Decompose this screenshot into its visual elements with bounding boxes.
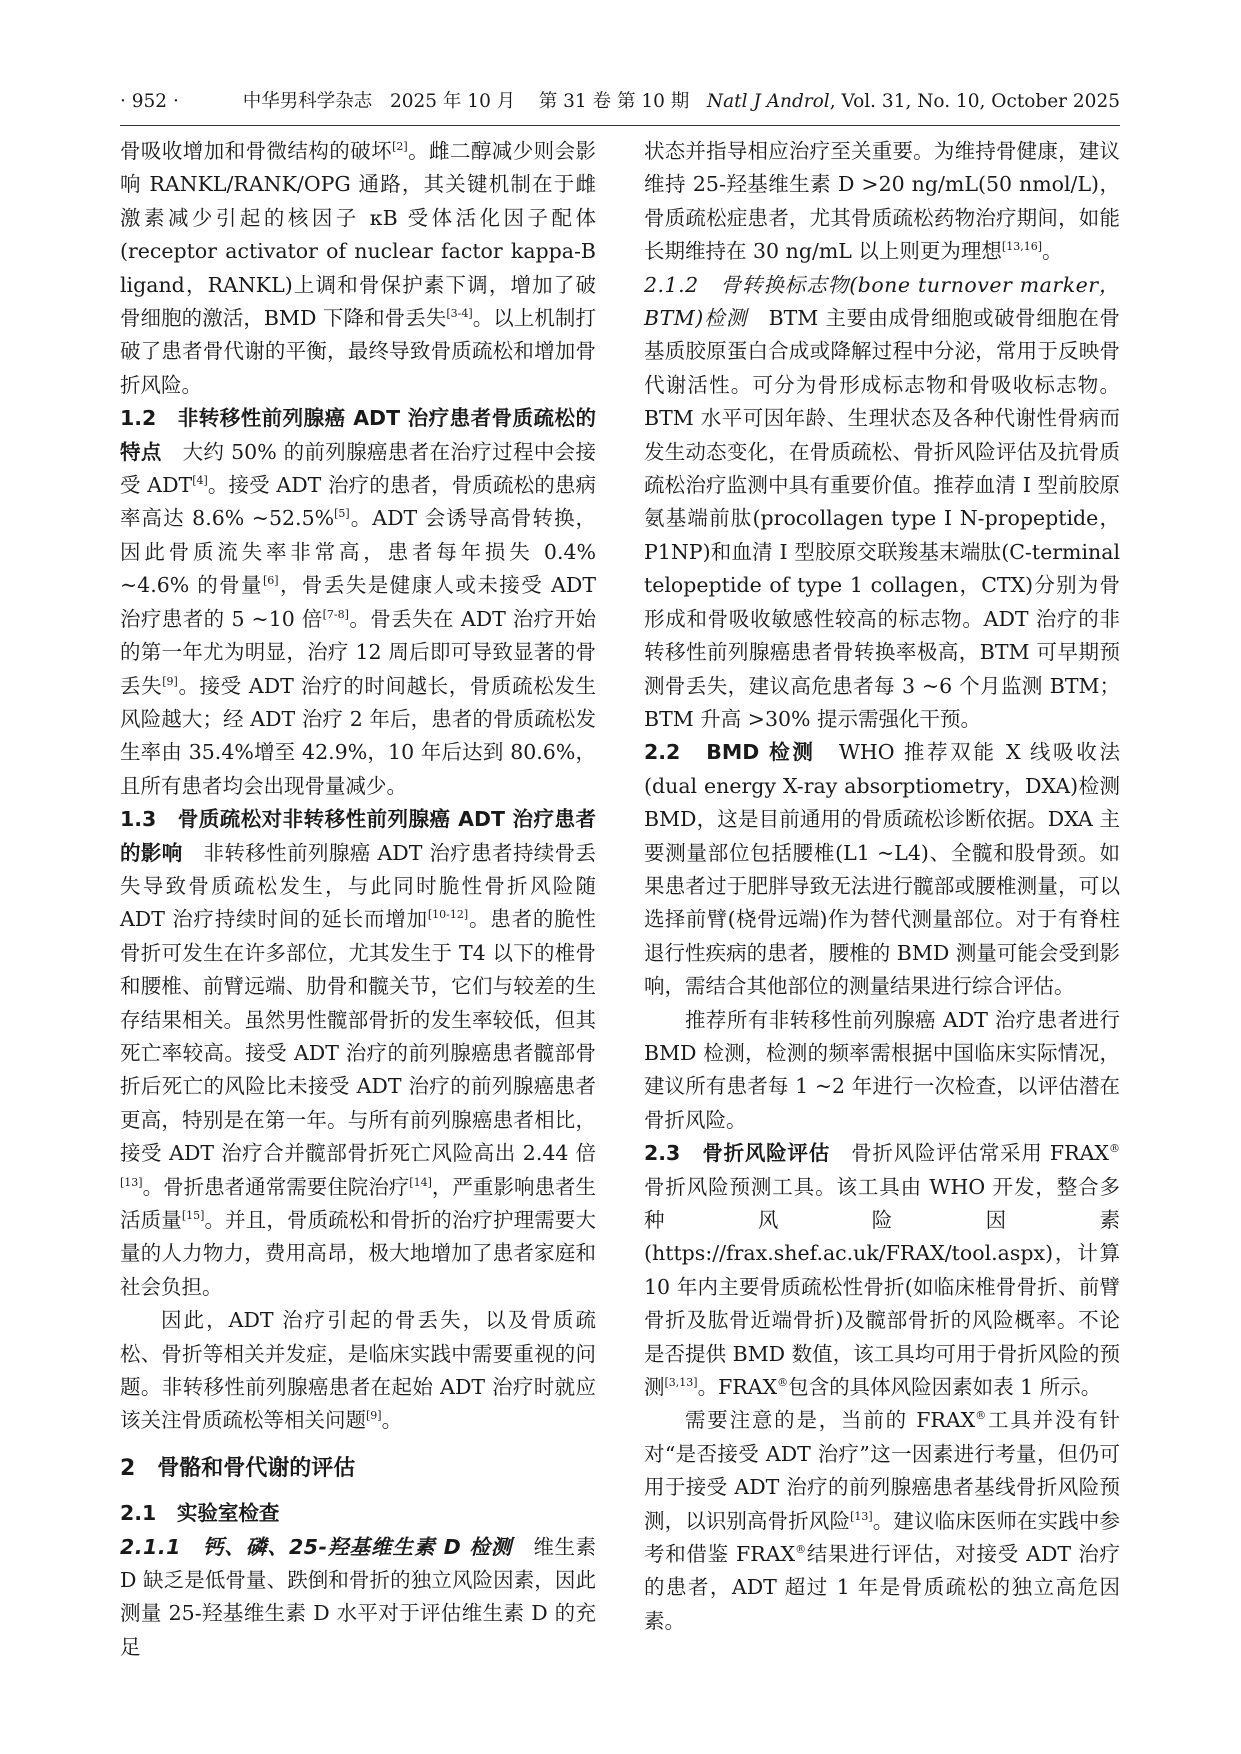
registered-mark: ®	[795, 1543, 807, 1557]
section-1-2	[120, 402, 596, 803]
citation: [10-12]	[427, 908, 469, 922]
text: 。	[381, 1408, 403, 1433]
section-heading: 2.1.1 钙、磷、25-羟基维生素 D 检测	[120, 1534, 513, 1559]
section-2-3	[644, 1137, 1120, 1404]
registered-mark: ®	[975, 1409, 987, 1423]
text: 。接受 ADT 治疗的时间越长，骨质疏松发生风险越大；经 ADT 治疗 2 年后，患者的骨质疏松发生率由 35.4%增至 42.9%，10 年后达到 80.6%，且所有患者均会出现骨量减少。	[120, 673, 596, 798]
header-rule	[120, 125, 1120, 126]
text: 。患者的脆性骨折可发生在许多部位，尤其发生于 T4 以下的椎骨和腰椎、前臂远端、肋骨和髋关节，它们与较差的生存结果相关。虽然男性髋部骨折的发生率较低，但其死亡率较高。接受 ADT 治疗的前列腺癌患者髋部骨折后死亡的风险比未接受 ADT 治疗的前列腺癌患者更高，特别是在第一年。与所有前列腺癌患者相比，接受 ADT 治疗合并髋部骨折死亡风险高出 2.44 倍	[120, 907, 596, 1166]
paragraph-frax-note	[644, 1404, 1120, 1638]
registered-mark: ®	[1109, 1142, 1120, 1156]
section-heading: 1.3 骨质疏松对非转移性前列腺癌 ADT 治疗患者的影响	[120, 807, 596, 865]
text: 状态并指导相应治疗至关重要。为维持骨健康，建议维持 25-羟基维生素 D >20 ng/mL(50 nmol/L)，骨质疏松症患者，尤其骨质疏松药物治疗期间，如能长期维持在 30 ng/mL 以上则更为理想	[644, 139, 1120, 264]
text: 。骨折患者通常需要住院治疗	[142, 1174, 410, 1199]
section-heading: 2.2 BMD 检测	[644, 740, 816, 765]
citation: [7-8]	[322, 607, 349, 621]
text: 结果进行评估，对接受 ADT 治疗的患者，ADT 超过 1 年是骨质疏松的独立高危因素。	[644, 1542, 1120, 1633]
text: 骨吸收增加和骨微结构的破坏	[120, 139, 393, 163]
text: BTM 主要由成骨细胞或破骨细胞在骨基质胶原蛋白合成或降解过程中分泌，常用于反映骨代谢活性。可分为骨形成标志物和骨吸收标志物。BTM 水平可因年龄、生理状态及各种代谢性骨病而发生动态变化，在骨质疏松、骨折风险评估及抗骨质疏松治疗监测中具有重要价值。推荐血清 I 型前胶原氨基端前肽(procollagen type I N-propeptide，P1NP)和血清 I 型胶原交联羧基末端肽(C-terminal telopeptide of type 1 collagen，CTX)分别为骨形成和骨吸收敏感性较高的标志物。ADT 治疗的非转移性前列腺癌患者骨转换率极高，BTM 可早期预测骨丢失，建议高危患者每 3 ~6 个月监测 BTM；BTM 升高 >30% 提示需强化干预。	[644, 306, 1120, 731]
journal-title-en: Natl J Androl	[706, 91, 830, 112]
text: 骨折风险评估常采用 FRAX	[829, 1141, 1109, 1166]
citation: [13]	[120, 1175, 143, 1189]
citation: [14]	[409, 1175, 432, 1189]
text: 大约 50% 的前列腺癌患者在治疗过程中会接受 ADT	[120, 439, 597, 498]
citation: [9]	[366, 1409, 382, 1423]
registered-mark: ®	[777, 1376, 789, 1390]
text: 。骨丢失在 ADT 治疗开始的第一年尤为明显，治疗 12 周后即可导致显著的骨丢失	[120, 606, 596, 698]
citation: [13]	[850, 1509, 873, 1523]
paragraph-therefore	[120, 1304, 596, 1438]
text: 因此，ADT 治疗引起的骨丢失，以及骨质疏松、骨折等相关并发症，是临床实践中需要重视的问题。非转移性前列腺癌患者在起始 ADT 治疗时就应该关注骨质疏松等相关问题	[120, 1308, 596, 1433]
citation: [5]	[334, 507, 350, 521]
citation: [3-4]	[446, 307, 473, 321]
text: 。接受 ADT 治疗的患者，骨质疏松的患病率高达 8.6% ~52.5%	[120, 473, 596, 531]
text: 。建议临床医师在实践中参考和借鉴 FRAX	[644, 1508, 1120, 1567]
citation: [2]	[392, 140, 408, 153]
section-2-heading: 2 骨骼和骨代谢的评估	[120, 1455, 356, 1481]
volume-en: , Vol. 31, No. 10, October 2025	[829, 91, 1120, 112]
paragraph-recommend: 推荐所有非转移性前列腺癌 ADT 治疗患者进行 BMD 检测，检测的频率需根据中国临床实际情况，建议所有患者每 1 ~2 年进行一次检查，以评估潜在骨折风险。	[644, 1007, 1120, 1132]
journal-citation	[243, 84, 1120, 120]
text: ，骨丢失是健康人或未接受 ADT 治疗患者的 5 ~10 倍	[120, 573, 596, 631]
text: WHO 推荐双能 X 线吸收法(dual energy X-ray absorptiometry，DXA)检测 BMD，这是目前通用的骨质疏松诊断依据。DXA 主要测量部位包括腰椎(L1 ~L4)、全髋和股骨颈。如果患者过于肥胖导致无法进行髋部或腰椎测量，可以选择前臂(桡骨远端)作为替代测量部位。对于有脊柱退行性疾病的患者，腰椎的 BMD 测量可能会受到影响，需结合其他部位的测量结果进行综合评估。	[644, 740, 1120, 999]
right-column	[644, 135, 1120, 1638]
section-heading: 1.2 非转移性前列腺癌 ADT 治疗患者骨质疏松的特点	[120, 406, 596, 464]
paragraph-vitamin-d	[644, 135, 1120, 269]
page-number: · 952 ·	[120, 91, 179, 112]
text: 。	[1042, 239, 1063, 264]
text: 。以上机制打破了患者骨代谢的平衡，最终导致骨质疏松和增加骨折风险。	[120, 306, 596, 397]
section-2-1-heading: 2.1 实验室检查	[120, 1501, 280, 1526]
text: 需要注意的是，当前的 FRAX	[685, 1408, 976, 1433]
volume-cn: 第 31 卷 第 10 期	[538, 91, 690, 112]
citation: [4]	[192, 474, 208, 488]
citation: [3,13]	[664, 1376, 698, 1390]
citation: [6]	[262, 574, 279, 588]
text: 包含的具体风险因素如表 1 所示。	[788, 1375, 1102, 1400]
section-heading: 2.3 骨折风险评估	[644, 1141, 830, 1166]
section-2-1-1	[120, 1531, 596, 1665]
section-heading: 2.1.2 骨转换标志物(bone turnover marker，BTM)检测	[644, 272, 1120, 331]
text: 骨折风险预测工具。该工具由 WHO 开发，整合多种风险因素(https://frax.shef.ac.uk/FRAX/tool.aspx)，计算 10 年内主要骨质疏松性骨折(如临床椎骨骨折、前臂骨折及肱骨近端骨折)及髋部骨折的风险概率。不论是否提供 BMD 数值，该工具均可用于骨折风险的预测	[644, 1174, 1120, 1400]
text: 维生素 D 缺乏是低骨量、跌倒和骨折的独立风险因素，因此测量 25-羟基维生素 D 水平对于评估维生素 D 的充足	[120, 1534, 596, 1659]
left-column	[120, 135, 596, 1664]
citation: [13,16]	[1001, 240, 1042, 254]
text: 。并且，骨质疏松和骨折的治疗护理需要大量的人力物力，费用高昂，极大地增加了患者家庭和社会负担。	[120, 1208, 596, 1299]
text: 。雌二醇减少则会影响 RANKL/RANK/OPG 通路，其关键机制在于雌激素减少引起的核因子 κB 受体活化因子配体(receptor activator of nuclear factor kappa-B ligand，RANKL)上调和骨保护素下调，增加了破骨细胞的激活，BMD 下降和骨丢失	[120, 139, 597, 331]
issue-date-cn: 2025 年 10 月	[389, 91, 516, 112]
text: 。ADT 会诱导高骨转换，因此骨质流失率非常高，患者每年损失 0.4% ~4.6% 的骨量	[120, 506, 596, 598]
text: 工具并没有针对“是否接受 ADT 治疗”这一因素进行考量，但仍可用于接受 ADT 治疗的前列腺癌患者基线骨折风险预测，以识别高骨折风险	[644, 1408, 1121, 1533]
section-2-1-2	[644, 269, 1120, 737]
running-header	[120, 84, 1120, 120]
section-2-2	[644, 736, 1120, 1003]
section-1-3	[120, 803, 596, 1304]
paragraph-mechanism	[120, 135, 596, 402]
citation: [9]	[162, 674, 178, 688]
text: 非转移性前列腺癌 ADT 治疗患者持续骨丢失导致骨质疏松发生，与此同时脆性骨折风险随 ADT 治疗持续时间的延长而增加	[120, 840, 596, 932]
citation: [15]	[181, 1209, 205, 1222]
text: 。FRAX	[697, 1375, 778, 1400]
text: ，严重影响患者生活质量	[120, 1174, 597, 1232]
journal-title-cn: 中华男科学杂志	[242, 91, 373, 112]
